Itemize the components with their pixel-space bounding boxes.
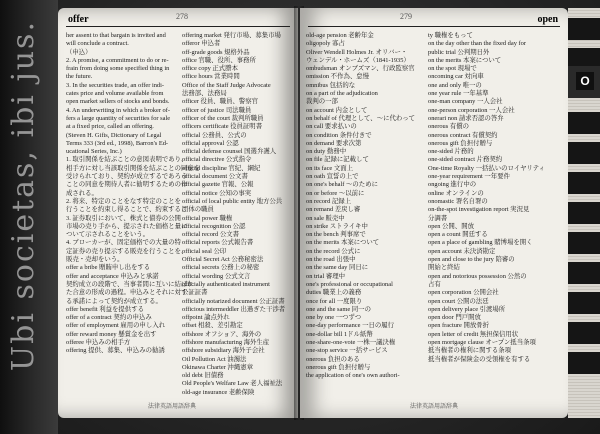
dictionary-entry-line: the future.	[66, 73, 93, 81]
dictionary-entry-line: one-share-one-vote 一株一議決権	[306, 338, 396, 346]
dictionary-entry-line: ついて示されることをいう。	[66, 231, 150, 239]
right-page-number: 279	[400, 12, 412, 21]
dictionary-entry-line: 行うことを約束し得ることで、約束するこ	[66, 206, 188, 214]
dictionary-entry-line: 2. A promise, a commitment to do or re-	[66, 56, 169, 64]
dictionary-entry-line: 4. An underwriting in which a broker of-	[66, 106, 171, 114]
dictionary-entry-line: official approval 公認	[182, 139, 239, 147]
dictionary-entry-line: official directive 公式指令	[182, 156, 252, 164]
dictionary-entry-line: public trial 公判期日外	[428, 48, 490, 56]
left-page	[58, 8, 298, 418]
dictionary-entry-line: officious intermeddler 出過ぎた干渉者	[182, 305, 286, 313]
dictionary-entry-line: on the road 出張中	[306, 256, 356, 264]
dictionary-entry-line: 受けられており、契約が成立するであろう	[66, 173, 188, 181]
dictionary-entry-line: ウェンデル・ホームズ（1841-1935）	[306, 56, 410, 64]
dictionary-entry-line: on trial 審理中	[306, 272, 346, 280]
dictionary-entry-line: 3. In the securities trade, an offer indi-	[66, 81, 165, 89]
dictionary-entry-line: onerous 負担のある	[306, 355, 360, 363]
dictionary-entry-line: on or before 〜以前に	[306, 189, 365, 197]
dictionary-entry-line: officer of the court 裁判所職員	[182, 114, 264, 122]
dictionary-entry-line: open account 未決済勘定	[428, 247, 496, 255]
dictionary-entry-line: one year rule 一年基準	[428, 90, 489, 98]
dictionary-entry-line: 占有	[428, 280, 441, 288]
dictionary-entry-line: 販売・売却をいう。	[66, 256, 124, 264]
right-column-2	[428, 32, 544, 364]
dictionary-entry-line: on remand 差戻し審	[306, 206, 361, 214]
dictionary-entry-line: onerari non 請求否認の答弁	[428, 114, 504, 122]
dictionary-entry-line: on its face 文面上	[306, 164, 354, 172]
dictionary-entry-line: on record 記録上	[306, 197, 352, 205]
dictionary-entry-line: offering market 発行市場、募集市場	[182, 32, 281, 39]
dictionary-entry-line: offer a bribe 贈賄申し出をする	[66, 264, 151, 272]
dictionary-entry-line: one by one 一つずつ	[306, 314, 362, 322]
dictionary-entry-line: open court 公開の法廷	[428, 297, 489, 305]
dictionary-entry-line: offer reward money 懸賞金を出す	[66, 330, 157, 338]
dictionary-entry-line: one-man company 一人会社	[428, 98, 503, 106]
dictionary-entry-line: offer and acceptance 申込みと承諾	[66, 272, 159, 280]
dictionary-entry-line: official secrets 公務上の秘密	[182, 264, 260, 272]
right-page-header-word: open	[537, 14, 558, 25]
right-page	[300, 8, 568, 418]
dictionary-entry-line: open fracture 開放骨折	[428, 322, 490, 330]
left-header-rule	[66, 26, 290, 27]
dictionary-entry-line: 団体の職員	[182, 206, 214, 214]
dictionary-entry-line: oncoming car 対向車	[428, 73, 484, 81]
dictionary-entry-line: offset 相殺、差引勘定	[182, 322, 243, 330]
dictionary-entry-line: 市場の売り手から、提示された価格と量に	[66, 222, 188, 230]
thumb-tab	[568, 292, 600, 314]
thumb-tab	[568, 112, 600, 134]
dictionary-entry-line: on a part of the adjudication	[306, 90, 378, 98]
dictionary-entry-line: one-sided contract 片務契約	[428, 156, 503, 164]
dictionary-entry-line: officer 役員、職員、警察官	[182, 98, 259, 106]
dictionary-entry-line: 開始と終結	[428, 264, 460, 272]
dictionary-entry-line: duties 職業上の義務	[306, 289, 362, 297]
page-edge-thumb-index	[568, 8, 600, 418]
dictionary-entry-line: open door 門戸開放	[428, 314, 481, 322]
dictionary-entry-line: one and only 唯一の	[428, 81, 482, 89]
dictionary-entry-line: offshore オフショア、海外の	[182, 330, 262, 338]
dictionary-entry-line: official gazette 官報、公報	[182, 181, 254, 189]
dictionary-entry-line: 定証券の売り提示する販売を行うことを、	[66, 247, 188, 255]
dictionary-entry-line: 分調書	[428, 214, 448, 222]
thumb-tab	[568, 142, 600, 164]
dictionary-entry-line: official discipline 官紀、綱紀	[182, 164, 261, 172]
dictionary-entry-line: office 官職、役所、事務所	[182, 56, 256, 64]
dictionary-entry-line: on demand 要求次第	[306, 139, 362, 147]
dictionary-entry-line: offering 提供、募集、申込みの勧誘	[66, 347, 165, 355]
dictionary-entry-line: ongoing 進行中の	[428, 181, 477, 189]
dictionary-entry-line: ことの同意を期待人者に勧明するための作	[66, 181, 188, 189]
dictionary-entry-line: one-person corporation 一人会社	[428, 106, 515, 114]
dictionary-entry-line: on the merits 本案について	[306, 239, 380, 247]
dictionary-entry-line: (Steven H. Gifis, Dictionary of Legal	[66, 131, 162, 139]
dictionary-entry-line: 3. 証券取引において、株式と債券の公開	[66, 214, 181, 222]
dictionary-entry-line: 公証証書	[182, 289, 208, 297]
dictionary-entry-line: offeror 申込者	[182, 40, 221, 48]
dictionary-entry-line: 相手方に対し当該取引関係を結ぶことの同意を	[66, 164, 201, 172]
dictionary-entry-line: Official Secret Act 公務秘密法	[182, 256, 264, 264]
dictionary-entry-line: office copy 正式謄本	[182, 65, 238, 73]
dictionary-entry-line: ombudsman オンブズマン、行政監察官	[306, 65, 415, 73]
dictionary-entry-line: one's professional or occupational	[306, 280, 393, 288]
dictionary-entry-line: off-grade goods 規格外品	[182, 48, 250, 56]
right-column-1	[306, 32, 422, 380]
thumb-tab	[568, 232, 600, 254]
dictionary-entry-line: offeree 申込みの相手方	[66, 338, 131, 346]
right-page-footer: 法律英語用語辞典	[410, 404, 459, 410]
dictionary-entry-line: on duty 勤務中	[306, 148, 347, 156]
thumb-tab	[568, 352, 600, 374]
dictionary-entry-line: open 公開、開放	[428, 222, 474, 230]
dictionary-entry-line: on strike ストライキ中	[306, 222, 368, 230]
dictionary-entry-line: offer benefit 利益を提供する	[66, 305, 144, 313]
dictionary-entry-line: officially notarized document 公正証書	[182, 297, 285, 305]
dictionary-entry-line: 4. ブローカーが、固定価格での大量の特	[66, 239, 181, 247]
dictionary-entry-line: onerous 有償の	[428, 123, 470, 131]
dictionary-entry-line: Terms 333 (3rd ed., 1998), Barron's Ed-	[66, 139, 169, 147]
dictionary-entry-line: Oliver Wendell Holmes Jr. オリバー・	[306, 48, 408, 56]
dictionary-entry-line: 1. 取引関係を結ぶことの意図表明であり、	[66, 156, 188, 164]
dictionary-entry-line: open mortgage clause オープン抵当条項	[428, 338, 536, 346]
thumb-tab	[568, 262, 600, 284]
dictionary-entry-line: た合意の形成の過程。申込みとそれに対す	[66, 289, 188, 297]
dictionary-entry-line: on-the-spot investigation report 実況見	[428, 206, 530, 214]
dictionary-entry-line: will conclude a contract.	[66, 40, 129, 48]
dictionary-entry-line: one-year requirement 一年要件	[428, 173, 510, 181]
dictionary-entry-line: old debt 旧債務	[182, 372, 224, 380]
dictionary-entry-line: on one's behalf 〜のために	[306, 181, 378, 189]
dictionary-entry-line: 2. 将来、特定のことをなす特定のことを	[66, 197, 182, 205]
dictionary-entry-line: oligopoly 寡占	[306, 40, 345, 48]
right-header-rule	[308, 26, 560, 27]
thumb-index-letter: O	[576, 72, 594, 90]
dictionary-entry-line: official record 公文書	[182, 231, 240, 239]
dictionary-entry-line: on oath 宣誓の上で	[306, 173, 359, 181]
dictionary-entry-line: onerous contract 有償契約	[428, 131, 498, 139]
dictionary-entry-line: one-day performance 一日の履行	[306, 322, 395, 330]
dictionary-entry-line: one-dollar bill 1ドル紙幣	[306, 330, 373, 338]
dictionary-entry-line: once for all 一度限り	[306, 297, 363, 305]
dictionary-entry-line: online オンラインの	[428, 189, 484, 197]
dictionary-entry-line: onerous gift 負担付贈与	[428, 139, 493, 147]
dictionary-entry-line: open corporation 公開会社	[428, 289, 499, 297]
dictionary-entry-line: at a fixed price, called an offering.	[66, 123, 154, 131]
dictionary-entry-line: official power 職権	[182, 214, 233, 222]
dictionary-entry-line: open and notorious possession 公然の	[428, 272, 527, 280]
dictionary-entry-line: official defense counsel 国選弁護人	[182, 148, 277, 156]
dictionary-entry-line: on the bench 判事席で	[306, 231, 366, 239]
dictionary-entry-line: official seal 公印	[182, 247, 227, 255]
dictionary-entry-line: open a place of gambling 賭博場を開く	[428, 239, 533, 247]
dictionary-entry-line: ty 職権をもって	[428, 32, 473, 39]
dictionary-entry-line: offshore subsidiary 海外子会社	[182, 347, 265, 355]
dictionary-entry-line: official reports 公式報告書	[182, 239, 254, 247]
dictionary-entry-line: ucational Series, Inc.)	[66, 148, 122, 156]
dictionary-entry-line: fers a large quantity of securities for sale	[66, 114, 171, 122]
book-spine	[0, 0, 58, 434]
dictionary-entry-line: official document 公文書	[182, 173, 248, 181]
dictionary-entry-line: Old People's Welfare Law 老人福祉法	[182, 380, 283, 388]
dictionary-entry-line: on the same day 同日に	[306, 264, 369, 272]
dictionary-entry-line: on call 要求払いの	[306, 123, 357, 131]
dictionary-entry-line: open a count 開廷する	[428, 231, 488, 239]
dictionary-entry-line: officers certificate 役員証明書	[182, 123, 263, 131]
dictionary-entry-line: official recognition 公認	[182, 222, 246, 230]
dictionary-entry-line: on the day other than the fixed day for	[428, 40, 526, 48]
dictionary-entry-line: the application of one's own authori-	[306, 372, 400, 380]
dictionary-entry-line: on the merits 本案について	[428, 56, 502, 64]
dictionary-entry-line: offer of a contract 契約の申込み	[66, 314, 152, 322]
dictionary-entry-line: open letter of credit 無担保信用状	[428, 330, 519, 338]
dictionary-entry-line: on sale 販売中	[306, 214, 345, 222]
dictionary-entry-line: （申込）	[66, 48, 92, 56]
thumb-tab	[568, 322, 600, 344]
dictionary-entry-line: omnibus 包括的な	[306, 81, 356, 89]
dictionary-entry-line: on the record 公式に	[306, 247, 361, 255]
dictionary-entry-line: Office of the Staff Judge Advocate	[182, 81, 271, 89]
spine-title: Ubi societas, ibi jus.	[6, 20, 41, 372]
dictionary-entry-line: One-time Royalty 一括払いのロイヤリティ	[428, 164, 546, 172]
dictionary-entry-line: old-age pension 老齢年金	[306, 32, 374, 39]
dictionary-entry-line: on condition 条件付きで	[306, 131, 372, 139]
dictionary-entry-line: omission 不作為、怠慢	[306, 73, 370, 81]
left-column-2	[182, 32, 294, 397]
dictionary-entry-line: cates price and volume available from	[66, 90, 164, 98]
dictionary-entry-line: one and the same 同一の	[306, 305, 371, 313]
dictionary-entry-line: on the spot 現場で	[428, 65, 477, 73]
dictionary-entry-line: official 公務員、公式の	[182, 131, 247, 139]
dictionary-entry-line: Okinawa Charter 沖縄憲章	[182, 363, 253, 371]
thumb-tab	[568, 202, 600, 224]
dictionary-entry-line: 契約成立の段階で、当事者間に互いに結ばれ	[66, 280, 194, 288]
dictionary-entry-line: one-sided 片務的	[428, 148, 474, 156]
dictionary-entry-line: her assent to that bargain is invited and	[66, 32, 166, 39]
left-page-number: 278	[176, 12, 188, 21]
dictionary-entry-line: onomastic 署名自署の	[428, 197, 488, 205]
dictionary-entry-line: officer of justice 司法職員	[182, 106, 252, 114]
dictionary-entry-line: offpoint 論点外れ	[182, 314, 230, 322]
dictionary-entry-line: Oil Pollution Act 油濁法	[182, 355, 247, 363]
dictionary-entry-line: frain from doing some specified thing in	[66, 65, 170, 73]
dictionary-entry-line: open and close to the jury 陪審の	[428, 256, 515, 264]
dictionary-entry-line: open delivery place 引渡場所	[428, 305, 506, 313]
dictionary-entry-line: official of local public entity 地方公共	[182, 197, 283, 205]
dictionary-entry-line: onerous gift 負担付贈与	[306, 363, 371, 371]
dictionary-entry-line: 成される。	[66, 189, 98, 197]
dictionary-entry-line: office hours 営業時間	[182, 73, 240, 81]
left-page-header-word: offer	[68, 14, 89, 25]
dictionary-entry-line: 裁判の一部	[306, 98, 338, 106]
dictionary-entry-line: offer of employment 雇用の申し入れ	[66, 322, 166, 330]
thumb-tab	[568, 172, 600, 194]
left-page-footer: 法律英語用語辞典	[148, 404, 197, 410]
dictionary-entry-line: open market sellers of stocks and bonds.	[66, 98, 170, 106]
dictionary-entry-line: officially authenticated instrument	[182, 280, 270, 288]
dictionary-entry-line: offshore manufacturing 海外生産	[182, 338, 270, 346]
dictionary-entry-line: official notice 公知の事実	[182, 189, 252, 197]
dictionary-entry-line: 抵当権者が保険金の受領権を有する	[428, 355, 531, 363]
dictionary-entry-line: on file 記録に記載して	[306, 156, 369, 164]
dictionary-entry-line: on behalf of 代理として、〜に代わって	[306, 114, 415, 122]
dictionary-entry-line: 法務部、法務局	[182, 90, 227, 98]
dictionary-entry-line: one-stop service 一括サービス	[306, 347, 388, 355]
dictionary-entry-line: る承諾によって契約が成立する。	[66, 297, 162, 305]
dictionary-entry-line: 抵当権者の権利に関する条項	[428, 347, 512, 355]
thumb-tab	[568, 18, 600, 40]
dictionary-entry-line: on account 内金として	[306, 106, 368, 114]
dictionary-entry-line: official wording 公式文言	[182, 272, 251, 280]
dictionary-entry-line: old-age insurance 老齢保険	[182, 388, 255, 396]
